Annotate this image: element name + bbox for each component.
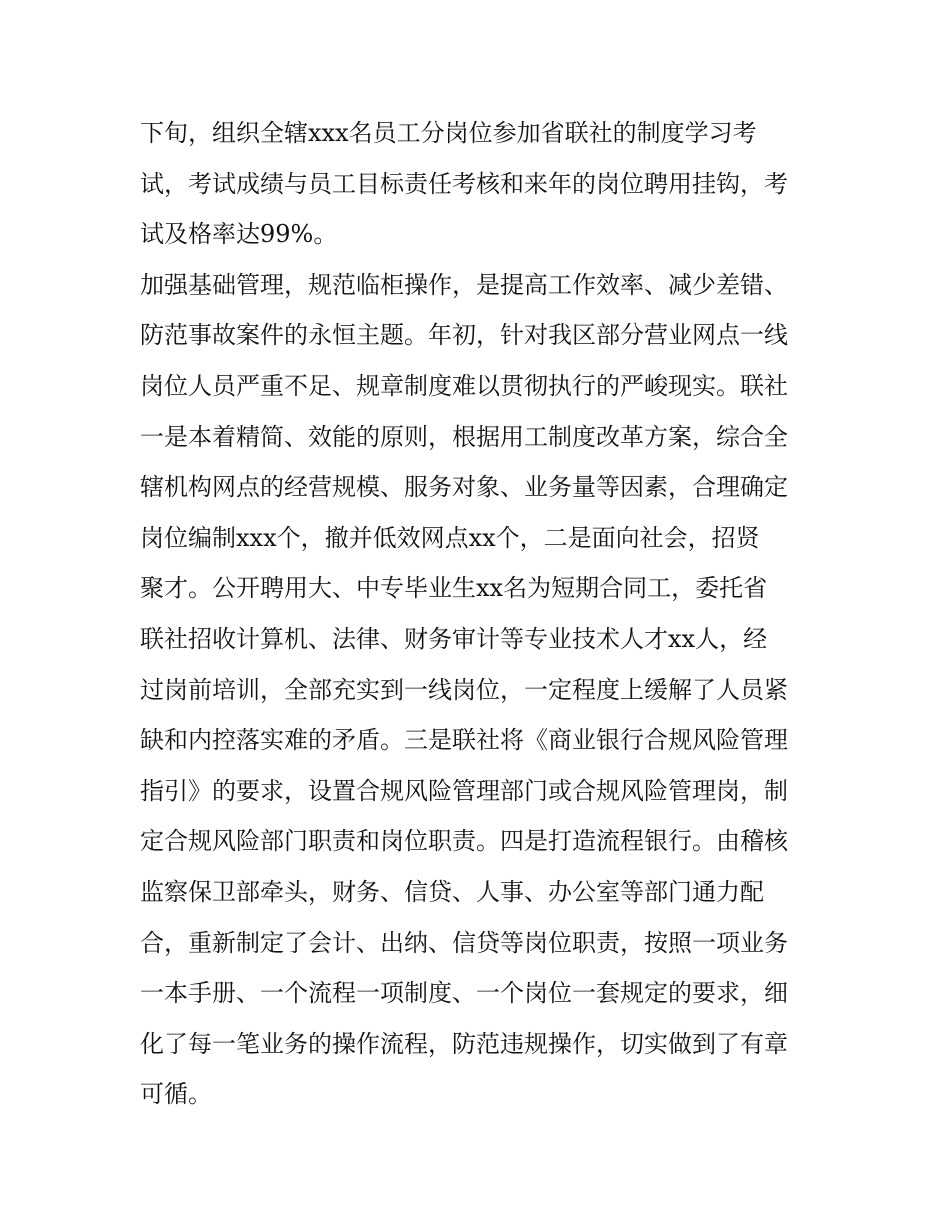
text-line: 可循。 bbox=[140, 1080, 212, 1109]
paragraph-1 bbox=[140, 108, 820, 260]
text-line: 下旬，组织全辖xxx名员工分岗位参加省联社的制度学习考 bbox=[140, 119, 757, 147]
document-body bbox=[140, 108, 820, 1120]
text-line: 联社招收计算机、法律、财务审计等专业技术人才xx人，经 bbox=[140, 624, 768, 653]
text-line: 聚才。公开聘用大、中专毕业生xx名为短期合同工，委托省 bbox=[140, 574, 768, 603]
text-line: 合，重新制定了会计、出纳、信贷等岗位职责，按照一项业务 bbox=[140, 928, 788, 957]
text-line: 一是本着精简、效能的原则，根据用工制度改革方案，综合全 bbox=[140, 422, 788, 451]
text-line: 一本手册、一个流程一项制度、一个岗位一套规定的要求，细 bbox=[140, 979, 788, 1008]
paragraph-2 bbox=[140, 260, 820, 1120]
text-line: 岗位编制xxx个，撤并低效网点xx个，二是面向社会，招贤 bbox=[140, 523, 760, 552]
text-line: 指引》的要求，设置合规风险管理部门或合规风险管理岗，制 bbox=[140, 776, 788, 805]
text-line: 过岗前培训，全部充实到一线岗位，一定程度上缓解了人员紧 bbox=[140, 675, 788, 704]
text-line: 监察保卫部牵头，财务、信贷、人事、办公室等部门通力配 bbox=[140, 877, 764, 906]
text-line: 试及格率达99%。 bbox=[140, 220, 338, 249]
text-line: 试，考试成绩与员工目标责任考核和来年的岗位聘用挂钩，考 bbox=[140, 169, 788, 198]
text-line: 防范事故案件的永恒主题。年初，针对我区部分营业网点一线 bbox=[140, 321, 788, 350]
text-line: 加强基础管理，规范临柜操作，是提高工作效率、减少差错、 bbox=[140, 270, 788, 299]
text-line: 缺和内控落实难的矛盾。三是联社将《商业银行合规风险管理 bbox=[140, 726, 788, 755]
text-line: 定合规风险部门职责和岗位职责。四是打造流程银行。由稽核 bbox=[140, 827, 788, 856]
text-line: 辖机构网点的经营规模、服务对象、业务量等因素，合理确定 bbox=[140, 473, 788, 502]
text-line: 岗位人员严重不足、规章制度难以贯彻执行的严峻现实。联社 bbox=[140, 371, 788, 400]
text-line: 化了每一笔业务的操作流程，防范违规操作，切实做到了有章 bbox=[140, 1029, 788, 1058]
